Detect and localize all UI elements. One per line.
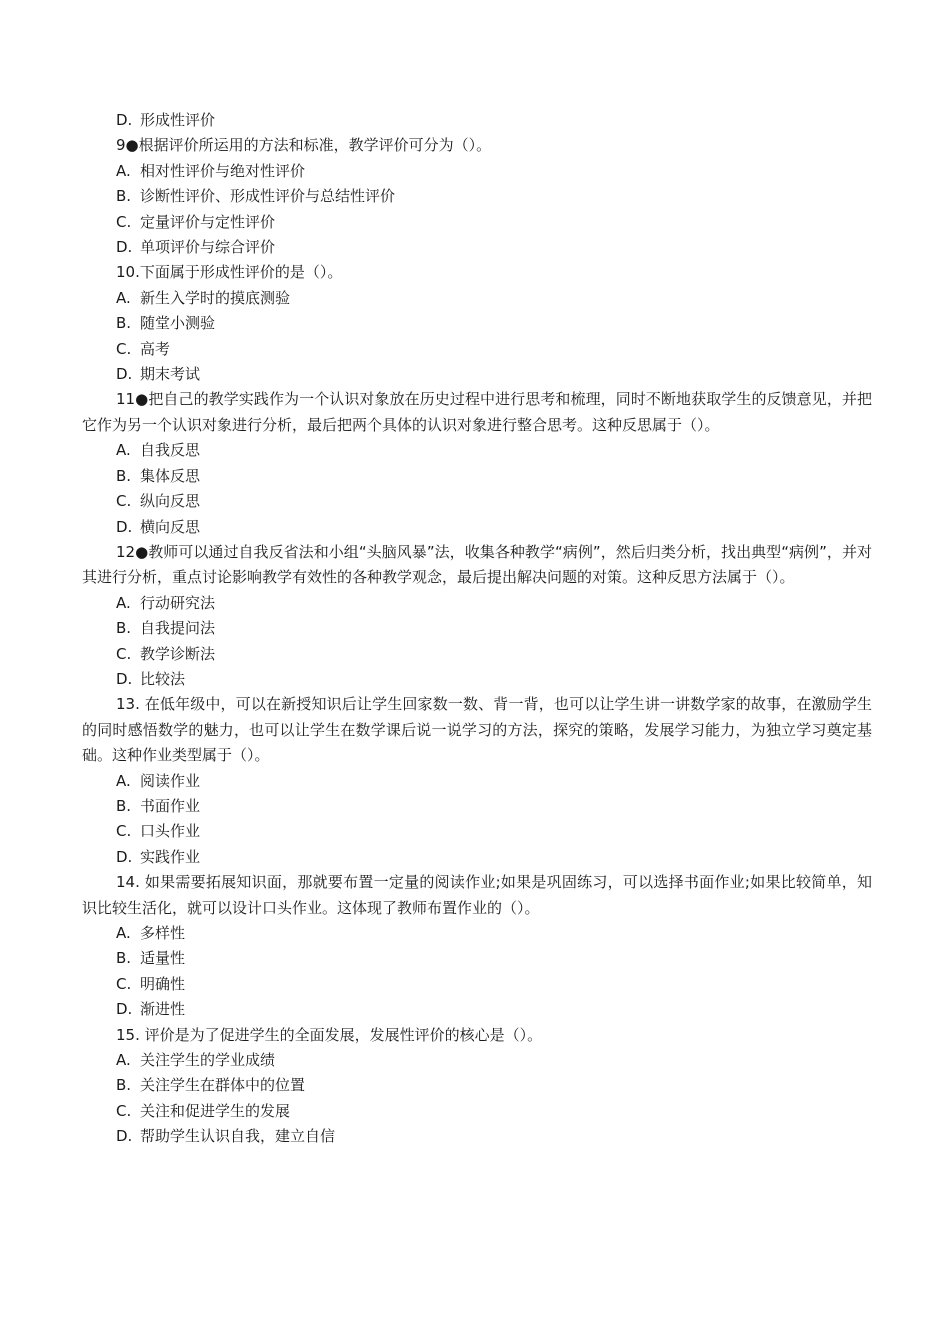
option-letter: A. [116, 441, 131, 460]
answer-option [82, 108, 872, 133]
answer-option [82, 1099, 872, 1124]
option-text: 书面作业 [140, 796, 201, 815]
answer-option [82, 997, 872, 1022]
option-text: 比较法 [140, 669, 186, 688]
option-letter: B. [116, 949, 132, 968]
answer-option [82, 794, 872, 819]
option-letter: D. [116, 669, 133, 688]
option-text: 期末考试 [140, 365, 201, 384]
option-letter: C. [116, 644, 132, 663]
option-letter: D. [116, 847, 133, 866]
option-letter: A. [116, 924, 131, 942]
option-text: 自我提问法 [140, 619, 216, 638]
option-letter: A. [116, 161, 131, 180]
question-paragraph: 12●教师可以通过自我反省法和小组“头脑风暴”法，收集各种教学“病例”，然后归类分析，找出典型“病例”，并对其进行分析，重点讨论影响教学有效性的各种教学观念，最后提出解决问题的对策。这种反思方法属于（）。 [82, 542, 872, 587]
option-letter: A. [116, 771, 131, 790]
option-text: 新生入学时的摸底测验 [140, 288, 291, 307]
option-letter: C. [116, 212, 132, 231]
option-text: 自我反思 [140, 441, 201, 460]
option-letter: C. [116, 492, 132, 511]
option-text: 单项评价与综合评价 [140, 238, 276, 257]
option-letter: B. [116, 466, 132, 485]
option-text: 集体反思 [140, 466, 201, 485]
answer-option [82, 286, 872, 311]
question-stem: 10.下面属于形成性评价的是（）。 [116, 263, 343, 282]
answer-option [82, 362, 872, 387]
answer-option [82, 946, 872, 971]
option-letter: C. [116, 1101, 132, 1120]
document-body [82, 108, 872, 1150]
option-text: 横向反思 [140, 517, 201, 536]
answer-option [82, 819, 872, 844]
question-stem: 15. 评价是为了促进学生的全面发展，发展性评价的核心是（）。 [116, 1025, 543, 1044]
answer-option [82, 159, 872, 184]
option-text: 明确性 [140, 974, 186, 993]
option-letter: A. [116, 593, 131, 612]
answer-option [82, 769, 872, 794]
option-text: 帮助学生认识自我，建立自信 [140, 1127, 336, 1146]
option-text: 口头作业 [140, 822, 201, 841]
answer-option [82, 972, 872, 997]
answer-option [82, 1124, 872, 1149]
answer-option [82, 921, 872, 946]
option-text: 教学诊断法 [140, 644, 216, 663]
question-paragraph: 11●把自己的教学实践作为一个认识对象放在历史过程中进行思考和梳理，同时不断地获取学生的反馈意见，并把它作为另一个认识对象进行分析，最后把两个具体的认识对象进行整合思考。这种反思属于（）。 [82, 390, 872, 434]
option-letter: C. [116, 822, 132, 841]
option-letter: B. [116, 187, 132, 206]
option-text: 随堂小测验 [140, 314, 216, 333]
option-letter: A. [116, 1051, 131, 1070]
option-letter: C. [116, 974, 132, 993]
option-letter: D. [116, 1000, 133, 1019]
option-text: 阅读作业 [140, 771, 201, 790]
option-letter: B. [116, 1076, 132, 1095]
answer-option [82, 464, 872, 489]
option-letter: C. [116, 339, 132, 358]
answer-option [82, 337, 872, 362]
question-stem: 9●根据评价所运用的方法和标准，教学评价可分为（）。 [116, 136, 492, 155]
answer-option [82, 311, 872, 336]
option-text: 多样性 [140, 924, 186, 942]
option-letter: A. [116, 288, 131, 307]
answer-option [82, 515, 872, 540]
option-text: 行动研究法 [140, 593, 216, 612]
answer-option [82, 438, 872, 463]
answer-option [82, 845, 872, 870]
question-paragraph: 13. 在低年级中，可以在新授知识后让学生回家数一数、背一背，也可以让学生讲一讲数学家的故事，在激励学生的同时感悟数学的魅力，也可以让学生在数学课后说一说学习的方法，探究的策略，发展学习能力，为独立学习奠定基础。这种作业类型属于（）。 [82, 695, 872, 765]
option-letter: D. [116, 1127, 133, 1146]
answer-option [82, 667, 872, 692]
option-text: 关注和促进学生的发展 [140, 1101, 291, 1120]
answer-option [82, 184, 872, 209]
answer-option [82, 489, 872, 514]
option-text: 纵向反思 [140, 492, 201, 511]
answer-option [82, 616, 872, 641]
option-text: 关注学生的学业成绩 [140, 1051, 276, 1070]
option-text: 定量评价与定性评价 [140, 212, 276, 231]
answer-option [82, 210, 872, 235]
question-paragraph: 14. 如果需要拓展知识面，那就要布置一定量的阅读作业;如果是巩固练习，可以选择书面作业;如果比较简单，知识比较生活化，就可以设计口头作业。这体现了教师布置作业的（）。 [82, 873, 872, 917]
option-letter: B. [116, 619, 132, 638]
option-text: 形成性评价 [140, 111, 216, 129]
option-text: 适量性 [140, 949, 186, 968]
option-letter: D. [116, 238, 133, 257]
answer-option [82, 1073, 872, 1098]
option-text: 渐进性 [140, 1000, 186, 1019]
option-letter: D. [116, 517, 133, 536]
answer-option [82, 591, 872, 616]
option-letter: D. [116, 111, 133, 129]
option-text: 相对性评价与绝对性评价 [140, 161, 306, 180]
option-text: 关注学生在群体中的位置 [140, 1076, 306, 1095]
answer-option [82, 1048, 872, 1073]
option-letter: D. [116, 365, 133, 384]
option-letter: B. [116, 796, 132, 815]
option-text: 诊断性评价、形成性评价与总结性评价 [140, 187, 396, 206]
option-text: 高考 [140, 339, 171, 358]
answer-option [82, 235, 872, 260]
option-letter: B. [116, 314, 132, 333]
answer-option [82, 642, 872, 667]
option-text: 实践作业 [140, 847, 201, 866]
